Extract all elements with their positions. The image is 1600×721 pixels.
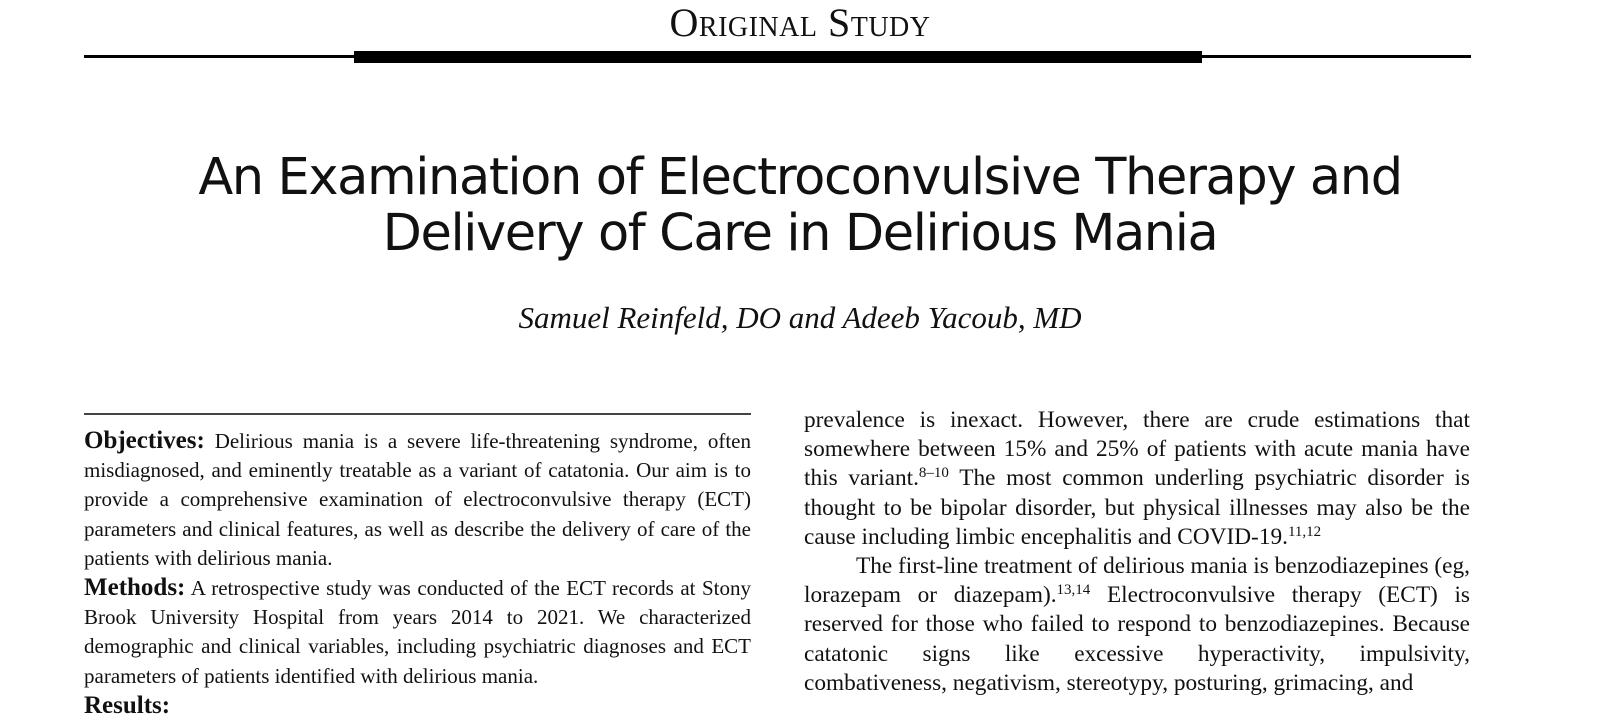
article-title-line-1: An Examination of Electroconvulsive Therapy and — [198, 148, 1402, 207]
abstract-results — [84, 691, 751, 721]
body-p1-text-b: The most common underling psychiatric disorder is thought to be bipolar disorder, but physical illnesses may also be the cause including limbic encephalitis and COVID-19. — [804, 465, 1471, 550]
abstract-objectives — [84, 426, 751, 573]
body-paragraph — [804, 406, 1470, 552]
citation-ref: 8–10 — [918, 465, 949, 482]
body-p1-text-a: prevalence is inexact. However, there are crude estimations that somewhere between 15% and 25% of patients with acute mania have this variant. — [804, 407, 1470, 492]
abstract — [84, 426, 751, 721]
body-text-column — [804, 406, 1470, 698]
citation-ref: 11,12 — [1287, 523, 1322, 540]
abstract-methods — [84, 573, 751, 691]
abstract-divider — [84, 413, 751, 415]
section-label: Original Study — [669, 0, 931, 45]
header-rule-thick — [354, 51, 1202, 63]
citation-ref: 13,14 — [1056, 581, 1091, 598]
objectives-label: Objectives: — [84, 427, 205, 454]
results-label: Results: — [84, 691, 171, 719]
methods-text: A retrospective study was conducted of the ECT records at Stony Brook University Hospital from years 2014 to 2021. We characterized demographic and clinical variables, including psychiatric diagnoses and ECT parameters of patients identified with delirious mania. — [84, 576, 751, 688]
article-title-line-2: Delivery of Care in Delirious Mania — [382, 204, 1218, 263]
body-p2-text-a: The first-line treatment of delirious mania is benzodiazepines (eg, lorazepam or diazepam). — [804, 553, 1470, 609]
objectives-text: Delirious mania is a severe life-threatening syndrome, often misdiagnosed, and eminently treatable as a variant of catatonia. Our aim is to provide a comprehensive examination of electroconvulsive therapy (ECT) parameters and clinical features, as well as describe the delivery of care of the patients with delirious mania. — [84, 429, 751, 570]
article-title — [100, 150, 1500, 262]
section-header — [0, 0, 1600, 70]
article-authors: Samuel Reinfeld, DO and Adeeb Yacoub, MD — [518, 300, 1082, 335]
methods-label: Methods: — [84, 574, 186, 602]
body-p2-text-b: Electroconvulsive therapy (ECT) is reserved for those who failed to respond to benzodiazepines. Because catatonic signs like excessive hyperactivity, impulsivity, combativeness, negativism, stereotypy, posturing, grimacing, and — [804, 582, 1470, 696]
body-paragraph — [804, 552, 1470, 698]
